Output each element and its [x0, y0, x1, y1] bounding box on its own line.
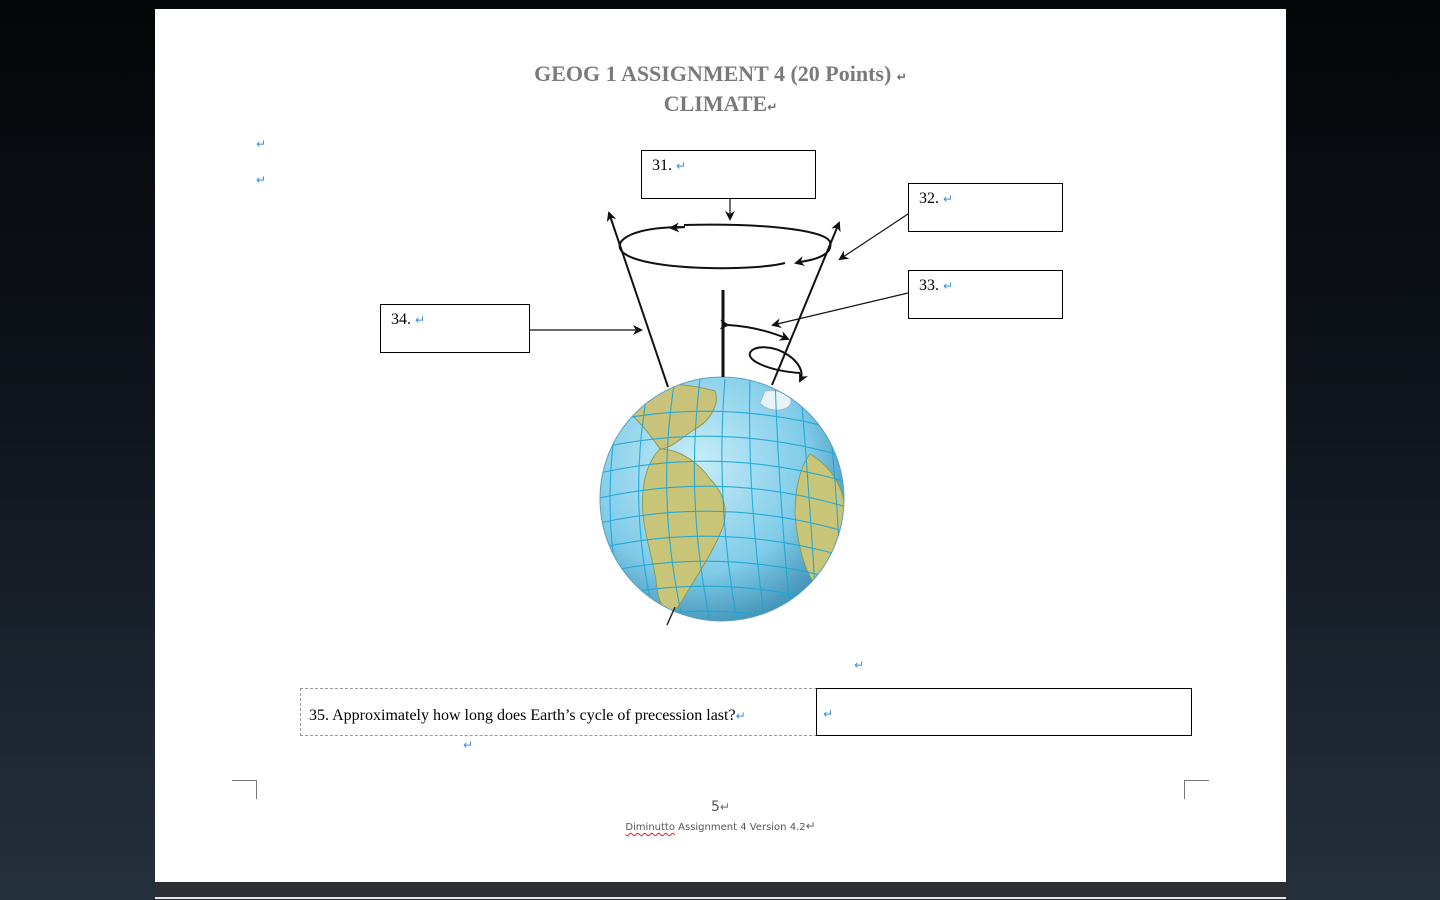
cone-left-line	[609, 213, 668, 387]
answer-box-31[interactable]: 31. ↵	[641, 150, 816, 199]
footer-author: Diminutto	[625, 822, 675, 833]
ellipse-arrow-1	[671, 227, 685, 228]
paragraph-mark-icon: ↵	[463, 738, 474, 752]
question-35-text: 35. Approximately how long does Earth’s cycle of precession last?	[309, 707, 736, 724]
paragraph-mark-icon: ↵	[676, 159, 687, 173]
globe	[575, 377, 869, 639]
rotation-ellipse	[750, 347, 800, 373]
paragraph-mark-icon: ↵	[823, 707, 834, 721]
title-line-2: CLIMATE↵	[663, 91, 778, 116]
paragraph-mark-icon: ↵	[256, 173, 267, 187]
document-page	[155, 9, 1286, 882]
footer-assignment: Assignment 4 Version 4.2	[674, 822, 806, 833]
paragraph-mark-icon: ↵	[854, 658, 865, 672]
connector-32	[840, 214, 908, 259]
paragraph-mark-icon: ↵	[719, 800, 730, 814]
paragraph-mark-icon: ↵	[256, 137, 267, 151]
connector-33	[773, 293, 908, 325]
paragraph-mark-icon: ↵	[805, 819, 816, 833]
paragraph-mark-icon: ↵	[896, 70, 907, 84]
ellipse-arrow-2	[796, 262, 800, 263]
page-number: 5↵	[711, 799, 730, 815]
paragraph-mark-icon: ↵	[943, 279, 954, 293]
crop-mark-left	[232, 780, 257, 799]
precession-ellipse-right	[684, 225, 830, 262]
paragraph-mark-icon: ↵	[943, 192, 954, 206]
crop-mark-right	[1184, 780, 1209, 799]
rotation-arrow	[788, 355, 802, 381]
answer-box-33[interactable]: 33. ↵	[908, 270, 1063, 319]
title-line-1: GEOG 1 ASSIGNMENT 4 (20 Points) ↵	[534, 61, 907, 86]
paragraph-mark-icon: ↵	[415, 313, 426, 327]
paragraph-mark-icon: ↵	[767, 100, 778, 114]
footer-text	[155, 819, 1286, 833]
precession-ellipse-left	[620, 227, 785, 268]
question-35-answer-box[interactable]	[816, 688, 1192, 736]
tilt-angle-arc	[728, 325, 788, 339]
cone-right-line	[772, 223, 839, 385]
precession-diagram	[155, 9, 1286, 709]
answer-box-34[interactable]: 34. ↵	[380, 304, 530, 353]
next-page-edge	[155, 883, 1286, 900]
answer-box-32[interactable]: 32. ↵	[908, 183, 1063, 232]
paragraph-mark-icon: ↵	[735, 709, 746, 723]
question-35-cell	[300, 688, 817, 736]
